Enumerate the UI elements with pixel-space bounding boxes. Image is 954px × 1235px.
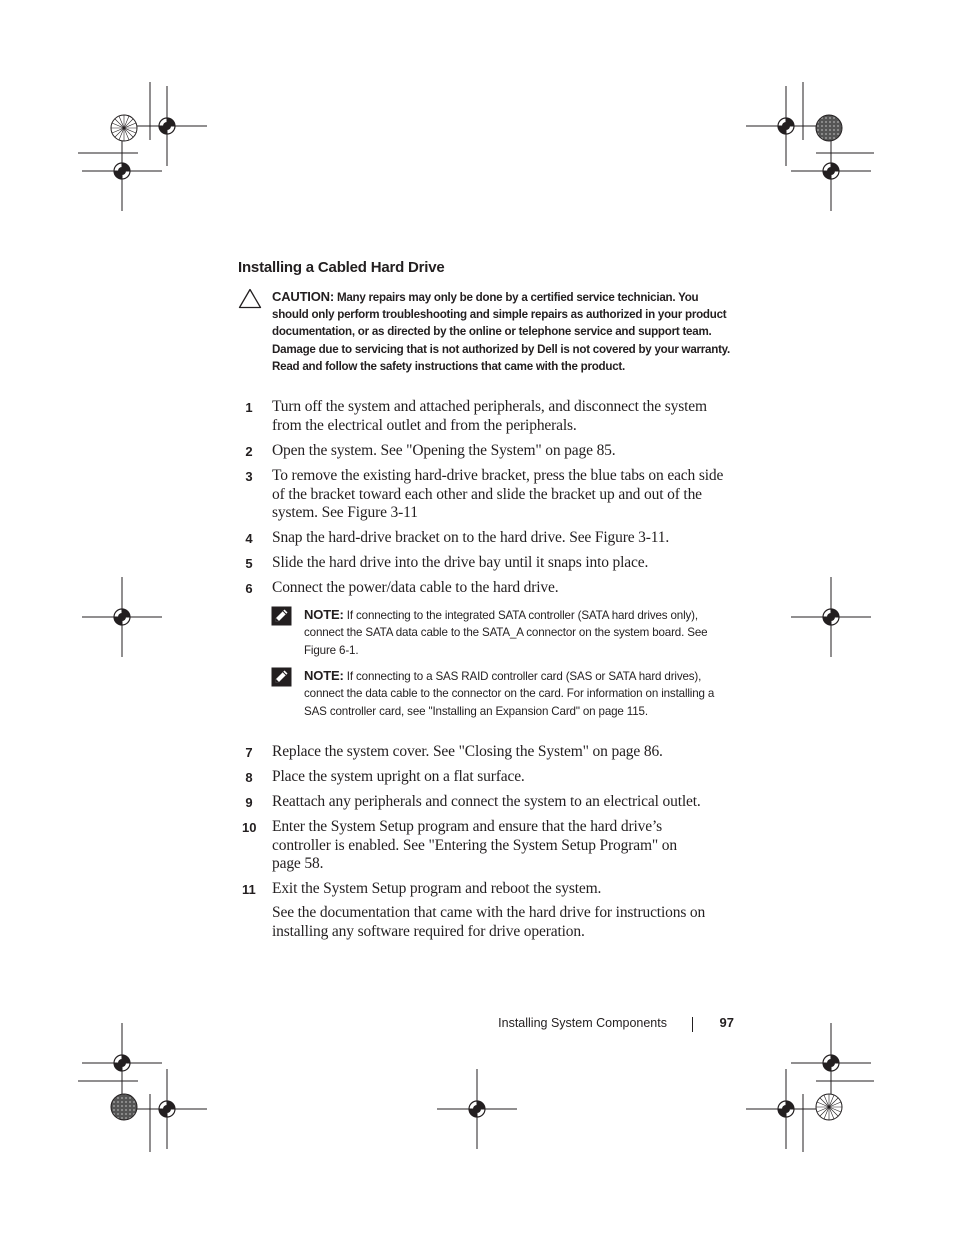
step-text: Reattach any peripherals and connect the system to an electrical outlet.: [272, 793, 701, 810]
step-number: 2: [245, 444, 253, 459]
caution-block: [272, 288, 732, 375]
caution-triangle-icon: [238, 288, 262, 309]
note-pencil-icon: [271, 667, 292, 687]
grey-dot-mark-top-right: [816, 115, 842, 141]
caution-label: CAUTION:: [272, 289, 334, 304]
step-text: Open the system. See "Opening the System" on page 85.: [272, 442, 616, 459]
note-text: If connecting to a SAS RAID controller card (SAS or SATA hard drives), connect the data cable to the connector on the card. For information on installing a SAS controller card, see "Installing an Expansion Card" on page 115.: [304, 670, 715, 718]
caution-text: Many repairs may only be done by a certified service technician. You should only perform troubleshooting and simple repairs as authorized in your product documentation, or as directed by the online or telephone service and support team. Damage due to servicing that is not authorized by Dell is not covered by your warranty. Read and follow the safety instructions that came with the product.: [272, 291, 730, 373]
step-text: Replace the system cover. See "Closing the System" on page 86.: [272, 743, 663, 760]
starburst-mark-top-left: [111, 115, 137, 141]
note-label: NOTE:: [304, 668, 344, 683]
step-number: 8: [245, 770, 253, 785]
closing-paragraph: See the documentation that came with the hard drive for instructions on installing any software required for drive operation.: [272, 904, 706, 940]
step-number: 6: [245, 581, 253, 596]
step-text: Enter the System Setup program and ensure that the hard drive’s controller is enabled. See "Entering the System Setup Program" on page 58.: [272, 818, 677, 873]
section-heading: Installing a Cabled Hard Drive: [238, 259, 445, 276]
step-number: 10: [242, 820, 257, 835]
step-text: Place the system upright on a flat surface.: [272, 768, 525, 785]
step-number: 4: [245, 531, 253, 546]
step-text: Exit the System Setup program and reboot the system.: [272, 880, 602, 897]
step-number: 9: [245, 795, 253, 810]
step-number: 11: [242, 882, 256, 897]
note-text: If connecting to the integrated SATA controller (SATA hard drives only), connect the SATA data cable to the SATA_A connector on the system board. See Figure 6-1.: [304, 609, 708, 657]
note-block-sas: [304, 667, 736, 720]
step-text: Snap the hard-drive bracket on to the hard drive. See Figure 3-11.: [272, 529, 670, 546]
footer-chapter-title: Installing System Components: [498, 1016, 667, 1030]
starburst-mark-bottom-right: [816, 1094, 842, 1120]
note-pencil-icon: [271, 606, 292, 626]
step-text: Connect the power/data cable to the hard drive.: [272, 579, 559, 596]
step-number: 1: [245, 400, 253, 415]
footer-separator: [692, 1017, 693, 1032]
step-number: 3: [245, 469, 253, 484]
step-text: Turn off the system and attached peripherals, and disconnect the system from the electrical outlet and from the peripherals.: [272, 398, 707, 434]
grey-dot-mark-bottom-left: [111, 1094, 137, 1120]
step-text: Slide the hard drive into the drive bay until it snaps into place.: [272, 554, 649, 571]
step-text: To remove the existing hard-drive bracket, press the blue tabs on each side of the bracket toward each other and slide the bracket up and out of the system. See Figure 3-11: [272, 467, 724, 522]
step-number: 5: [245, 556, 253, 571]
page-number: 97: [719, 1015, 734, 1030]
note-block-sata: [304, 606, 736, 659]
step-number: 7: [245, 745, 253, 760]
note-label: NOTE:: [304, 607, 344, 622]
